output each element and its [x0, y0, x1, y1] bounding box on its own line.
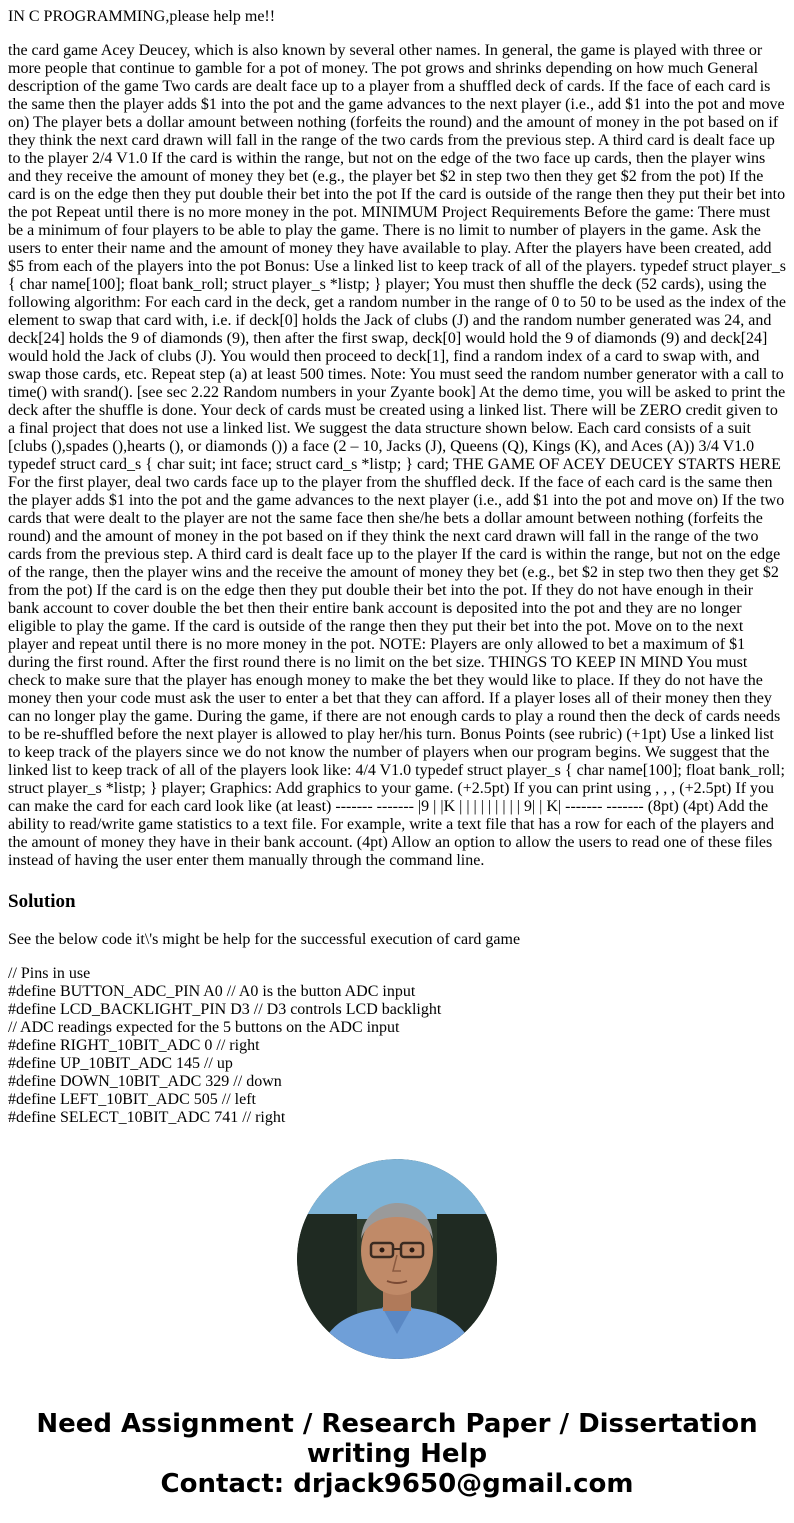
promo-line-contact: Contact: drjack9650@gmail.com [160, 1469, 634, 1499]
question-title: IN C PROGRAMMING,please help me!! [8, 8, 276, 25]
code-line: #define SELECT_10BIT_ADC 741 // right [8, 1109, 286, 1126]
code-line: #define RIGHT_10BIT_ADC 0 // right [8, 1037, 260, 1054]
code-line: // ADC readings expected for the 5 buttons on the ADC input [8, 1019, 400, 1036]
author-avatar [297, 1159, 497, 1359]
solution-code [8, 965, 786, 1127]
question-body: the card game Acey Deucey, which is also known by several other names. In general, the game is played with three or more people that continue to gamble for a pot of money. The pot grows and shrinks depending on how much General description of the game Two cards are dealt face up to a player from a shuffled deck of cards. If the face of each card is the same then the player adds $1 into the pot and the game advances to the next player (i.e., add $1 into the pot and move on) The player bets a dollar amount between nothing (forfeits the round) and the amount of money in the pot based on if they think the next card drawn will fall in the range of the two cards from the previous step. A third card is dealt face up to the player 2/4 V1.0 If the card is within the range, but not on the edge of the two face up cards, then the player wins and they receive the amount of money they bet (e.g., the player bet $2 in step two then they get $2 from the pot) If the card is on the edge then they put double their bet into the pot If the card is outside of the range then they put their bet into the pot Repeat until there is no more money in the pot. MINIMUM Project Requirements Before the game: There must be a minimum of four players to be able to play the game. There is no limit to number of players in the game. Ask the users to enter their name and the amount of money they have available to play. After the players have been created, add $5 from each of the players into the pot Bonus: Use a linked list to keep track of all of the players. typedef struct player_s { char name[100]; float bank_roll; struct player_s *listp; } player; You must then shuffle the deck (52 cards), using the following algorithm: For each card in the deck, get a random number in the range of 0 to 50 to be used as the index of the element to swap that card with, i.e. if deck[0] holds the Jack of clubs (J) and the random number generated was 24, and deck[24] holds the 9 of diamonds (9), then after the first swap, deck[0] would hold the 9 of diamonds (9) and deck[24] would hold the Jack of clubs (J). You would then proceed to deck[1], find a random index of a card to swap with, and swap those cards, etc. Repeat step (a) at least 500 times. Note: You must seed the random number generator with a call to time() with srand(). [see sec 2.22 Random numbers in your Zyante book] At the demo time, you will be asked to print the deck after the shuffle is done. Your deck of cards must be created using a linked list. There will be ZERO credit given to a final project that does not use a linked list. We suggest the data structure shown below. Each card consists of a suit [clubs (),spades (),hearts (), or diamonds ()) a face (2 – 10, Jacks (J), Queens (Q), Kings (K), and Aces (A)) 3/4 V1.0 typedef struct card_s { char suit; int face; struct card_s *listp; } card; THE GAME OF ACEY DEUCEY STARTS HERE For the first player, deal two cards face up to the player from the shuffled deck. If the face of each card is the same then the player adds $1 into the pot and the game advances to the next player (i.e., add $1 into the pot and move on) If the two cards that were dealt to the player are not the same face then she/he bets a dollar amount between nothing (forfeits the round) and the amount of money in the pot based on if they think the next card drawn will fall in the range of the two cards from the previous step. A third card is dealt face up to the player If the card is within the range, but not on the edge of the range, then the player wins and the receive the amount of money they bet (e.g., bet $2 in step two then they get $2 from the pot) If the card is on the edge then they put double their bet into the pot. If they do not have enough in their bank account to cover double the bet then their entire bank account is deposited into the pot and they are no longer eligible to play the game. If the card is outside of the range then they put their bet into the pot. Move on to the next player and repeat until there is no more money in the pot. NOTE: Players are only allowed to bet a maximum of $1 during the first round. After the first round there is no limit on the bet size. THINGS TO KEEP IN MIND You must check to make sure that the player has enough money to make the bet they would like to place. If they do not have the money then your code must ask the user to enter a bet that they can afford. If a player loses all of their money then they can no longer play the game. During the game, if there are not enough cards to play a round then the deck of cards needs to be re-shuffled before the next player is allowed to play her/his turn. Bonus Points (see rubric) (+1pt) Use a linked list to keep track of the players since we do not know the number of players when our program begins. We suggest that the linked list to keep track of all of the players look like: 4/4 V1.0 typedef struct player_s { char name[100]; float bank_roll; struct player_s *listp; } player; Graphics: Add graphics to your game. (+2.5pt) If you can print using , , , (+2.5pt) If you can make the card for each card look like (at least) ------- ------- |9 | |K | | | | | | | | | 9| | K| ------- ------- (8pt) (4pt) Add the ability to read/write game statistics to a text file. For example, write a text file that has a row for each of the players and the amount of money they have in their bank account. (4pt) Allow an option to allow the users to read one of these files instead of having the user enter them manually through the command line. [8, 42, 786, 869]
code-line: #define LCD_BACKLIGHT_PIN D3 // D3 controls LCD backlight [8, 1001, 442, 1018]
code-line: #define DOWN_10BIT_ADC 329 // down [8, 1073, 282, 1090]
code-line: #define UP_10BIT_ADC 145 // up [8, 1055, 233, 1072]
promo-line-help: Need Assignment / Research Paper / Dissertation writing Help [36, 1409, 758, 1469]
code-line: // Pins in use [8, 965, 91, 982]
author-photo [297, 1159, 497, 1359]
promo-banner [8, 1409, 786, 1499]
code-line: #define BUTTON_ADC_PIN A0 // A0 is the button ADC input [8, 983, 416, 1000]
solution-intro: See the below code it\'s might be help for the successful execution of card game [8, 931, 521, 948]
solution-heading: Solution [8, 891, 76, 912]
code-line: #define LEFT_10BIT_ADC 505 // left [8, 1091, 256, 1108]
avatar-container [8, 1159, 786, 1359]
